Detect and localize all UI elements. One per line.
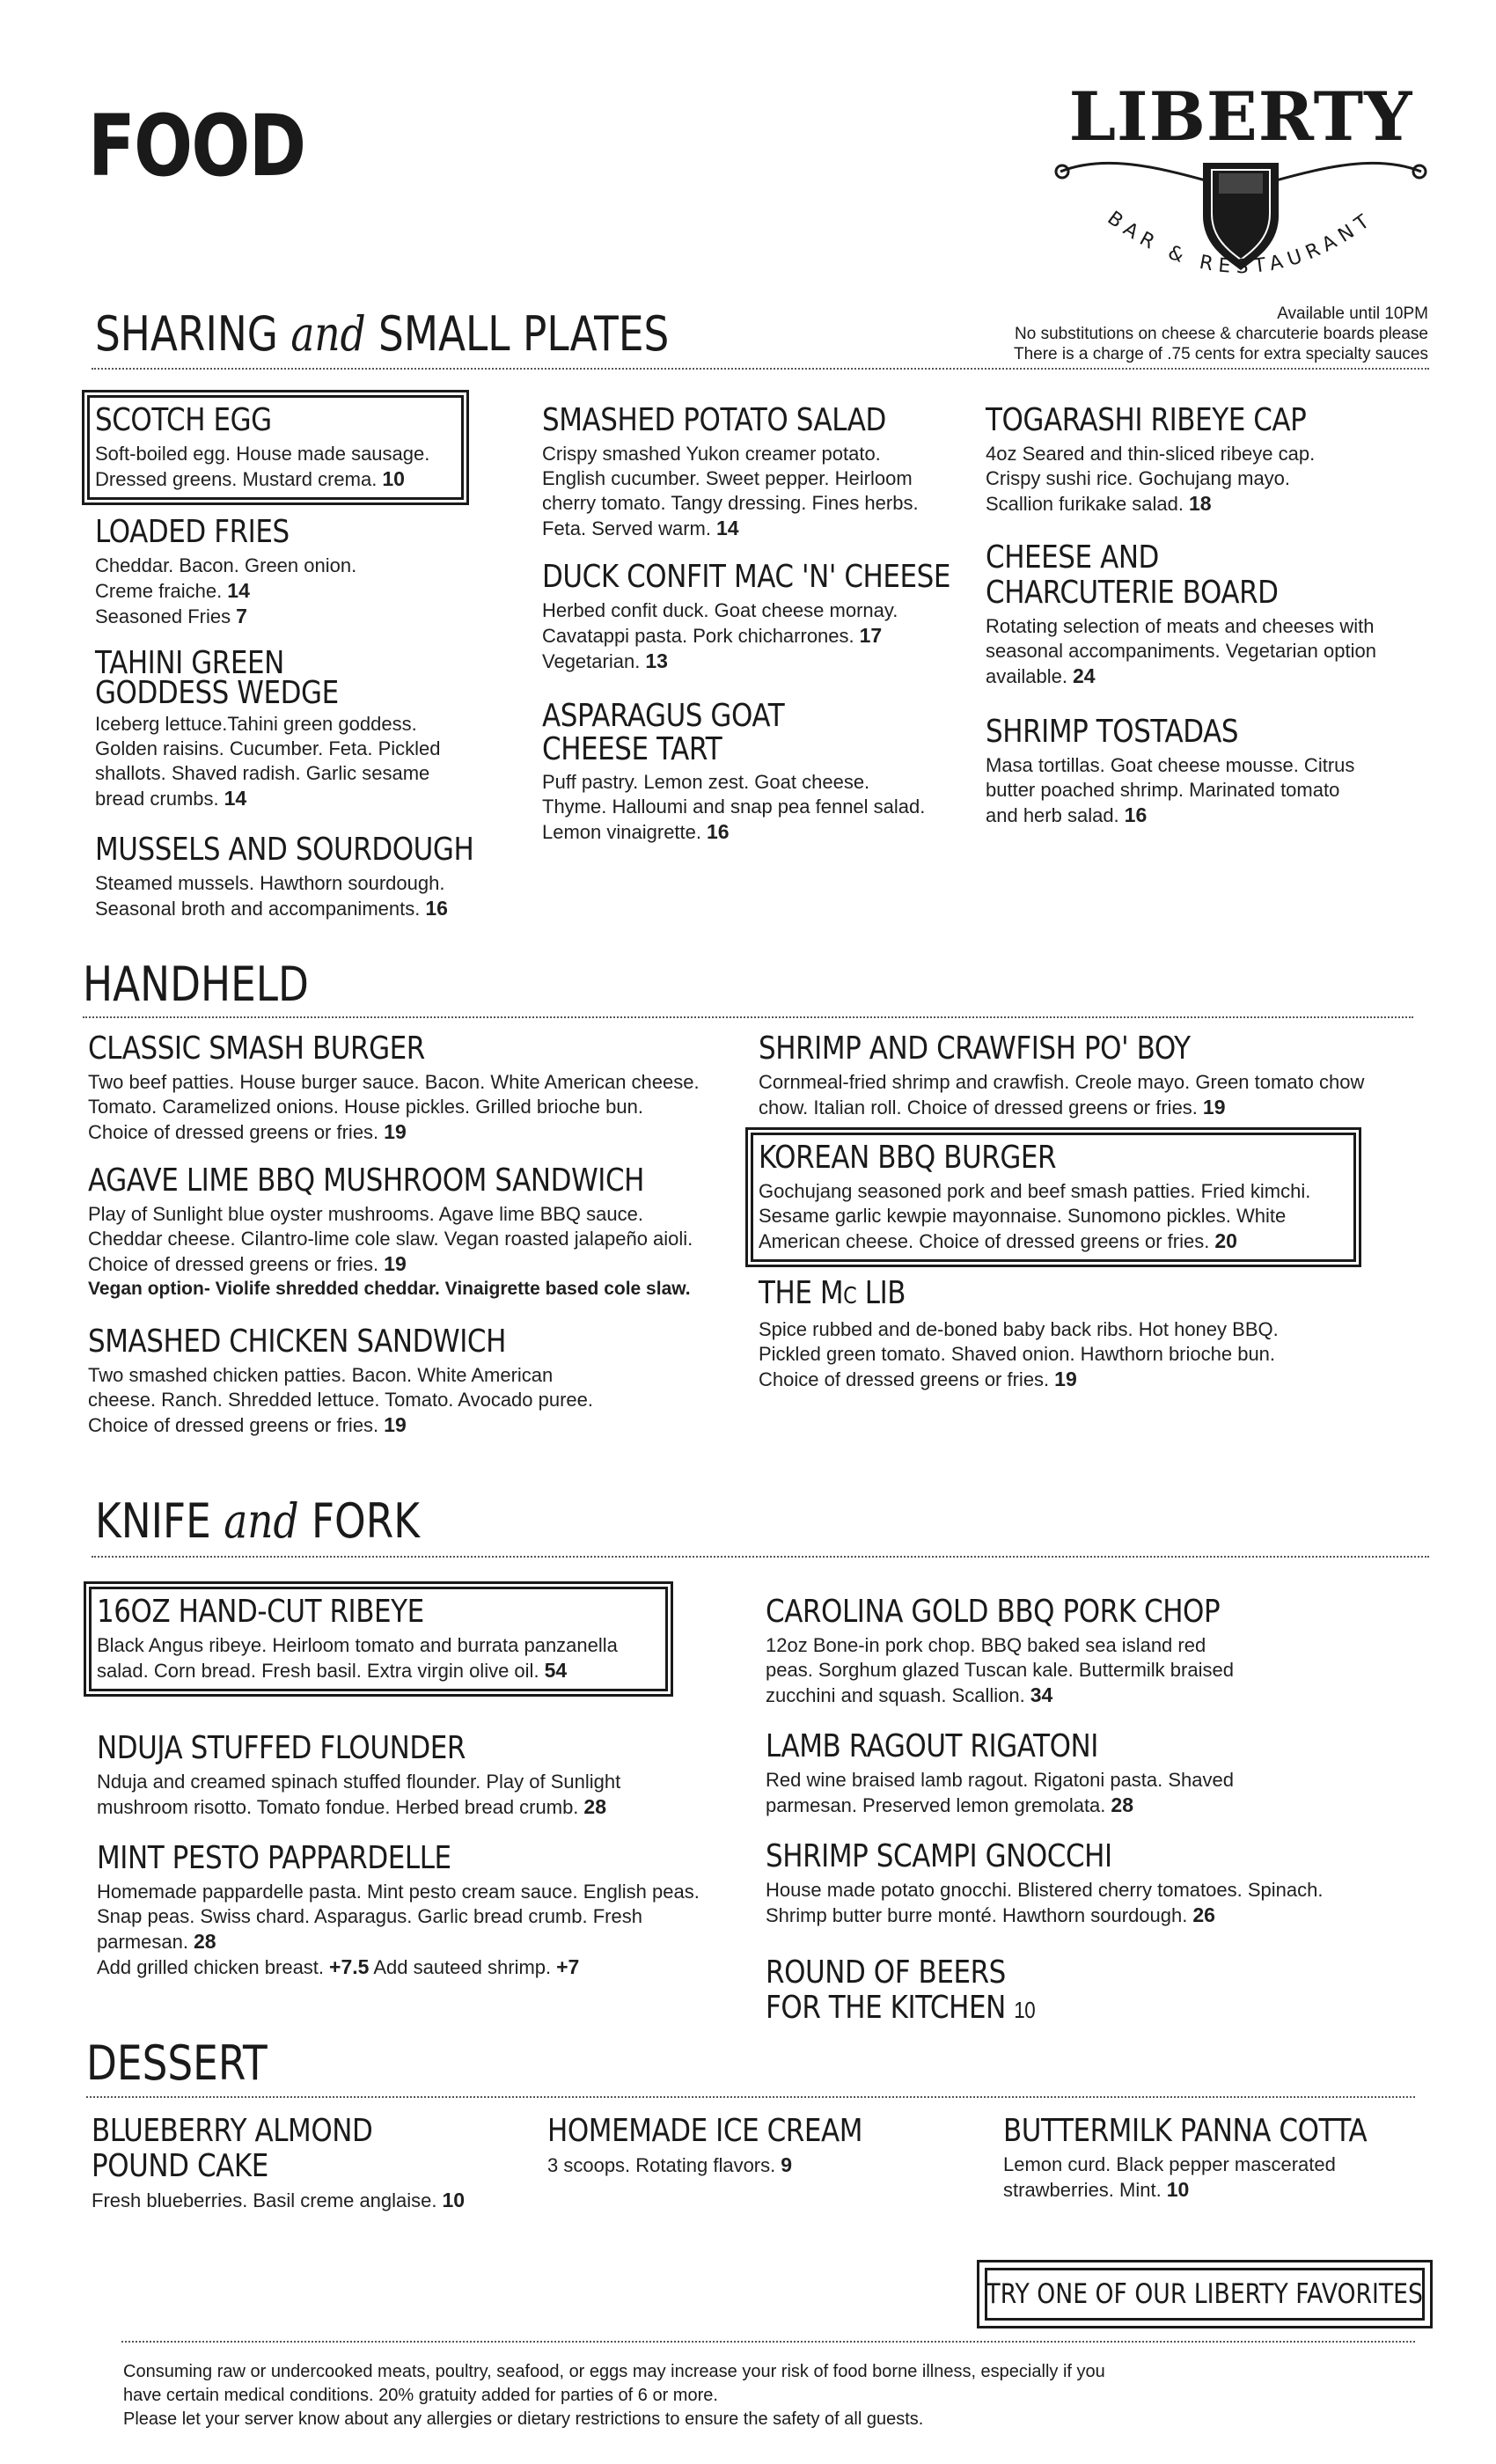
item-desc: Iceberg lettuce.Tahini green goddess. Golden raisins. Cucumber. Feta. Pickled shallots. Shaved radish. Garlic sesame bread crumbs. (95, 713, 441, 810)
section-divider (83, 1016, 1413, 1018)
item-desc: Soft-boiled egg. House made sausage. Dressed greens. Mustard crema. (95, 443, 430, 490)
item-desc: Homemade pappardelle pasta. Mint pesto cream sauce. English peas. Snap peas. Swiss chard. Asparagus. Garlic bread crumb. Fresh parmesan. (97, 1881, 700, 1953)
item-desc: House made potato gnocchi. Blistered cherry tomatoes. Spinach. Shrimp butter burre monté. Hawthorn sourdough. (766, 1879, 1324, 1926)
item-name: LIB (856, 1275, 906, 1311)
item-price: +7 (556, 1955, 580, 1978)
menu-item-ice-cream (547, 2114, 917, 2178)
favorites-label: TRY ONE OF OUR LIBERTY FAVORITES (986, 2278, 1424, 2310)
item-name: CAROLINA GOLD BBQ PORK CHOP (766, 1594, 1221, 1630)
item-desc: Spice rubbed and de-boned baby back ribs. Hot honey BBQ. Pickled green tomato. Shaved onion. Hawthorn brioche bun. Choice of dressed greens or fries. (759, 1318, 1279, 1390)
item-desc: 12oz Bone-in pork chop. BBQ baked sea island red peas. Sorghum glazed Tuscan kale. Buttermilk braised zucchini and squash. Scallion. (766, 1634, 1234, 1706)
item-desc: Red wine braised lamb ragout. Rigatoni pasta. Shaved parmesan. Preserved lemon gremolata. (766, 1769, 1234, 1816)
item-price: 28 (583, 1795, 607, 1818)
logo-tagline: BAR & RESTAURANT (1103, 207, 1379, 279)
menu-item-asparagus-tart (542, 700, 929, 845)
item-name: CHARCUTERIE BOARD (986, 575, 1279, 611)
item-price: 28 (1111, 1793, 1134, 1816)
item-price: 16 (707, 820, 730, 843)
menu-item-smashed-chicken-sandwich (88, 1324, 616, 1438)
item-desc: Masa tortillas. Goat cheese mousse. Citrus butter poached shrimp. Marinated tomato and herb salad. (986, 754, 1355, 826)
logo-wordmark: LIBERTY (1068, 77, 1413, 156)
menu-item-pound-cake (92, 2114, 532, 2213)
section-title-knife-fork (95, 1493, 421, 1549)
item-desc: Two beef patties. House burger sauce. Bacon. White American cheese. Tomato. Caramelized onions. House pickles. Grilled brioche bun. Choice of dressed greens or fries. (88, 1071, 700, 1143)
item-price: 19 (384, 1252, 407, 1275)
menu-item-agave-mushroom-sandwich (88, 1163, 708, 1302)
section-title-and: and (224, 1493, 299, 1549)
note-line: Available until 10PM (1277, 304, 1428, 323)
item-price: 54 (544, 1659, 568, 1682)
section-divider (92, 1556, 1429, 1558)
item-price: 18 (1189, 492, 1212, 515)
item-name: TOGARASHI RIBEYE CAP (986, 402, 1307, 438)
item-price: 14 (227, 579, 250, 602)
item-desc: Play of Sunlight blue oyster mushrooms. Agave lime BBQ sauce. Cheddar cheese. Cilantro-lime cole slaw. Vegan roasted jalapeño aioli. Choice of dressed greens or fries. (88, 1203, 693, 1275)
item-desc: Rotating selection of meats and cheeses with seasonal accompaniments. Vegetarian option available. (986, 615, 1376, 687)
item-name: CHEESE AND (986, 539, 1159, 576)
item-price: 16 (425, 897, 448, 920)
item-desc: Puff pastry. Lemon zest. Goat cheese. Thyme. Halloumi and snap pea fennel salad. Lemon vinaigrette. (542, 771, 926, 843)
note-line: There is a charge of .75 cents for extra specialty sauces (1013, 345, 1428, 363)
menu-item-shrimp-scampi-gnocchi (766, 1839, 1382, 1928)
menu-item-mussels (95, 832, 491, 921)
item-name: ROUND OF BEERS (766, 1954, 1006, 1991)
item-addon: Add grilled chicken breast. (97, 1956, 325, 1978)
note-line: No substitutions on cheese & charcuterie boards please (1015, 325, 1428, 343)
section-title-word: SMALL PLATES (378, 306, 670, 362)
menu-item-nduja-flounder (97, 1731, 695, 1820)
menu-item-shrimp-tostadas (986, 715, 1373, 828)
item-desc: Herbed confit duck. Goat cheese mornay. Cavatappi pasta. Pork chicharrones. (542, 599, 898, 647)
item-price: 20 (1214, 1229, 1237, 1252)
footer-divider (121, 2341, 1415, 2343)
item-price: 10 (1014, 1997, 1036, 2023)
item-price: 7 (236, 605, 247, 627)
item-price: +7.5 (329, 1955, 370, 1978)
disclaimer-line: Please let your server know about any allergies or dietary restrictions to ensure the safety of all guests. (123, 2409, 924, 2429)
item-desc: Fresh blueberries. Basil creme anglaise. (92, 2189, 437, 2211)
item-price: 14 (715, 517, 739, 539)
menu-item-tahini-wedge (95, 645, 482, 811)
item-name: SMASHED CHICKEN SANDWICH (88, 1324, 506, 1360)
disclaimer-line: have certain medical conditions. 20% gratuity added for parties of 6 or more. (123, 2386, 718, 2405)
item-price: 9 (781, 2153, 793, 2176)
menu-item-pork-chop (766, 1595, 1241, 1708)
item-desc: Cheddar. Bacon. Green onion. Creme fraiche. (95, 554, 357, 602)
item-name: SHRIMP AND CRAWFISH PO' BOY (759, 1030, 1191, 1067)
menu-item-korean-bbq-burger (759, 1140, 1348, 1254)
item-desc: Cornmeal-fried shrimp and crawfish. Creole mayo. Green tomato chow chow. Italian roll. Choice of dressed greens or fries. (759, 1071, 1365, 1118)
menu-item-shrimp-crawfish-po-boy (759, 1031, 1375, 1120)
item-name: AGAVE LIME BBQ MUSHROOM SANDWICH (88, 1162, 644, 1199)
item-name: ASPARAGUS GOAT (542, 698, 785, 734)
menu-item-ribeye (97, 1595, 660, 1683)
page-title: FOOD (88, 97, 305, 195)
item-name: GODDESS WEDGE (95, 675, 339, 711)
availability-notes (1014, 304, 1428, 364)
item-name: NDUJA STUFFED FLOUNDER (97, 1730, 466, 1766)
item-extra: Vegetarian. (542, 650, 641, 672)
liberty-logo (1052, 77, 1430, 295)
item-desc: 4oz Seared and thin-sliced ribeye cap. Crispy sushi rice. Gochujang mayo. Scallion furikake salad. (986, 443, 1316, 515)
item-desc: 3 scoops. Rotating flavors. (547, 2154, 776, 2176)
disclaimer-line: Consuming raw or undercooked meats, poultry, seafood, or eggs may increase your risk of food borne illness, especially if you (123, 2362, 1105, 2381)
item-name: LAMB RAGOUT RIGATONI (766, 1728, 1098, 1764)
menu-item-smashed-potato-salad (542, 403, 947, 541)
item-name: LOADED FRIES (95, 514, 290, 550)
item-name: FOR THE KITCHEN (766, 1990, 1006, 2026)
item-desc: Crispy smashed Yukon creamer potato. English cucumber. Sweet pepper. Heirloom cherry tomato. Tangy dressing. Fines herbs. Feta. Served warm. (542, 443, 919, 539)
menu-item-the-mc-lib (759, 1276, 1304, 1392)
item-name: CLASSIC SMASH BURGER (88, 1030, 425, 1067)
item-desc: Nduja and creamed spinach stuffed flounder. Play of Sunlight mushroom risotto. Tomato fondue. Herbed bread crumb. (97, 1771, 621, 1818)
item-price: 17 (859, 624, 883, 647)
item-name: SMASHED POTATO SALAD (542, 402, 886, 438)
item-name: HOMEMADE ICE CREAM (547, 2113, 863, 2149)
menu-item-panna-cotta (1003, 2114, 1399, 2203)
item-price: 34 (1030, 1683, 1053, 1706)
item-price: 14 (224, 787, 247, 810)
item-price: 13 (645, 649, 668, 672)
item-vegan-note: Vegan option- Violife shredded cheddar. Vinaigrette based cole slaw. (88, 1279, 691, 1299)
item-price: 26 (1192, 1903, 1215, 1926)
item-price: 19 (1202, 1096, 1226, 1118)
section-title-and: and (290, 306, 366, 362)
section-title-handheld: HANDHELD (83, 957, 309, 1012)
liberty-favorites-badge (977, 2260, 1433, 2328)
menu-item-classic-smash-burger (88, 1031, 704, 1145)
section-title-word: FORK (311, 1493, 421, 1549)
section-title-word: KNIFE (95, 1493, 211, 1549)
item-name: BUTTERMILK PANNA COTTA (1003, 2113, 1368, 2149)
menu-item-togarashi-ribeye (986, 403, 1355, 517)
section-title-dessert: DESSERT (86, 2035, 268, 2091)
section-divider (86, 2096, 1415, 2098)
item-price: 24 (1072, 664, 1096, 687)
menu-item-duck-mac (542, 559, 950, 674)
item-name: BLUEBERRY ALMOND (92, 2113, 373, 2149)
item-price: 28 (193, 1930, 216, 1953)
footer-disclaimer (123, 2360, 1105, 2431)
menu-item-charcuterie-board (986, 540, 1390, 689)
item-desc: Two smashed chicken patties. Bacon. White American cheese. Ranch. Shredded lettuce. Tomato. Avocado puree. Choice of dressed greens or fries. (88, 1364, 594, 1436)
item-desc: Black Angus ribeye. Heirloom tomato and burrata panzanella salad. Corn bread. Fresh basil. Extra virgin olive oil. (97, 1634, 618, 1682)
item-price: 19 (384, 1413, 407, 1436)
menu-item-mint-pesto-pappardelle (97, 1841, 713, 1980)
item-price: 19 (1054, 1368, 1077, 1390)
item-price: 10 (442, 2189, 466, 2211)
item-name: POUND CAKE (92, 2148, 268, 2184)
item-name: SHRIMP TOSTADAS (986, 714, 1239, 750)
item-name: SCOTCH EGG (95, 402, 272, 438)
item-name: SHRIMP SCAMPI GNOCCHI (766, 1838, 1112, 1874)
item-price: 19 (384, 1120, 407, 1143)
menu-item-lamb-rigatoni (766, 1729, 1294, 1818)
section-title-word: SHARING (95, 306, 278, 362)
item-name: MINT PESTO PAPPARDELLE (97, 1840, 451, 1876)
item-price: 10 (1166, 2178, 1190, 2201)
item-desc: Lemon curd. Black pepper mascerated strawberries. Mint. (1003, 2153, 1336, 2201)
item-name: MUSSELS AND SOURDOUGH (95, 832, 474, 868)
item-name: CHEESE TART (542, 731, 722, 767)
item-name: TAHINI GREEN (95, 645, 284, 681)
item-name: 16OZ HAND-CUT RIBEYE (97, 1594, 424, 1630)
item-name: THE M (759, 1275, 844, 1311)
menu-item-round-of-beers (766, 1955, 1206, 2028)
item-desc: Steamed mussels. Hawthorn sourdough. Seasonal broth and accompaniments. (95, 872, 445, 920)
item-name: KOREAN BBQ BURGER (759, 1140, 1057, 1176)
item-name: C (843, 1283, 857, 1309)
item-extra: Seasoned Fries (95, 605, 231, 627)
item-addon: Add sauteed shrimp. (373, 1956, 552, 1978)
section-divider (92, 368, 1429, 370)
menu-item-loaded-fries (95, 515, 482, 629)
item-price: 16 (1124, 803, 1148, 826)
item-desc: Gochujang seasoned pork and beef smash patties. Fried kimchi. Sesame garlic kewpie mayonnaise. Sunomono pickles. White American cheese. Choice of dressed greens or fries. (759, 1180, 1311, 1252)
menu-item-scotch-egg (95, 403, 456, 492)
item-price: 10 (382, 467, 405, 490)
section-title-sharing (95, 306, 670, 362)
item-name: DUCK CONFIT MAC 'N' CHEESE (542, 559, 950, 595)
